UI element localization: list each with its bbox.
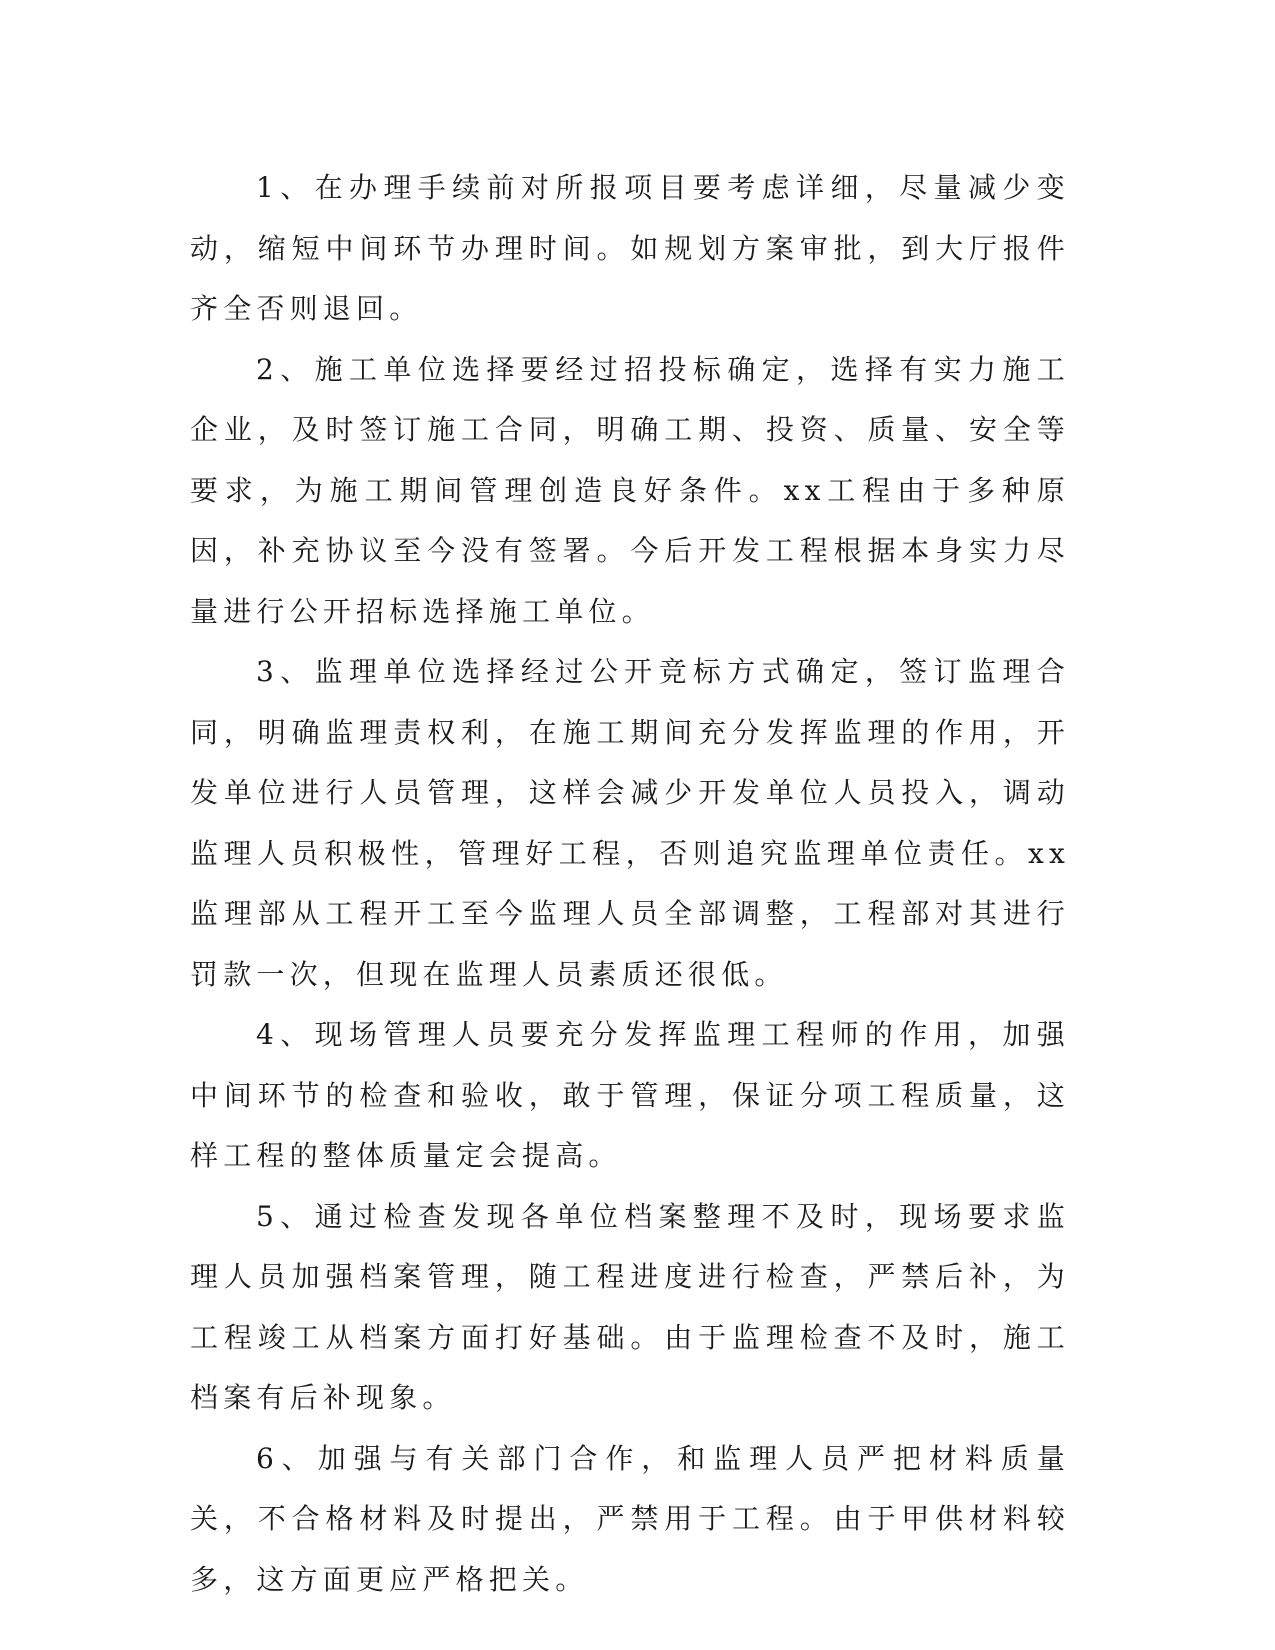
paragraph-3: 3、监理单位选择经过公开竞标方式确定，签订监理合同，明确监理责权利，在施工期间充分发挥监理的作用，开发单位进行人员管理，这样会减少开发单位人员投入，调动监理人员积极性，管理好工程，否则追究监理单位责任。xx监理部从工程开工至今监理人员全部调整，工程部对其进行罚款一次，但现在监理人员素质还很低。 — [190, 655, 1070, 991]
paragraph-6: 6、加强与有关部门合作，和监理人员严把材料质量关，不合格材料及时提出，严禁用于工程。由于甲供材料较多，这方面更应严格把关。 — [190, 1441, 1070, 1596]
document-body — [190, 158, 1070, 1610]
paragraph-4: 4、现场管理人员要充分发挥监理工程师的作用，加强中间环节的检查和验收，敢于管理，保证分项工程质量，这样工程的整体质量定会提高。 — [190, 1018, 1070, 1172]
paragraph-1: 1、在办理手续前对所报项目要考虑详细，尽量减少变动，缩短中间环节办理时间。如规划方案审批，到大厅报件齐全否则退回。 — [190, 171, 1070, 325]
paragraph-2: 2、施工单位选择要经过招投标确定，选择有实力施工企业，及时签订施工合同，明确工期、投资、质量、安全等要求，为施工期间管理创造良好条件。xx工程由于多种原因，补充协议至今没有签署。今后开发工程根据本身实力尽量进行公开招标选择施工单位。 — [190, 352, 1070, 628]
paragraph-5: 5、通过检查发现各单位档案整理不及时，现场要求监理人员加强档案管理，随工程进度进行检查，严禁后补，为工程竣工从档案方面打好基础。由于监理检查不及时，施工档案有后补现象。 — [190, 1199, 1070, 1414]
